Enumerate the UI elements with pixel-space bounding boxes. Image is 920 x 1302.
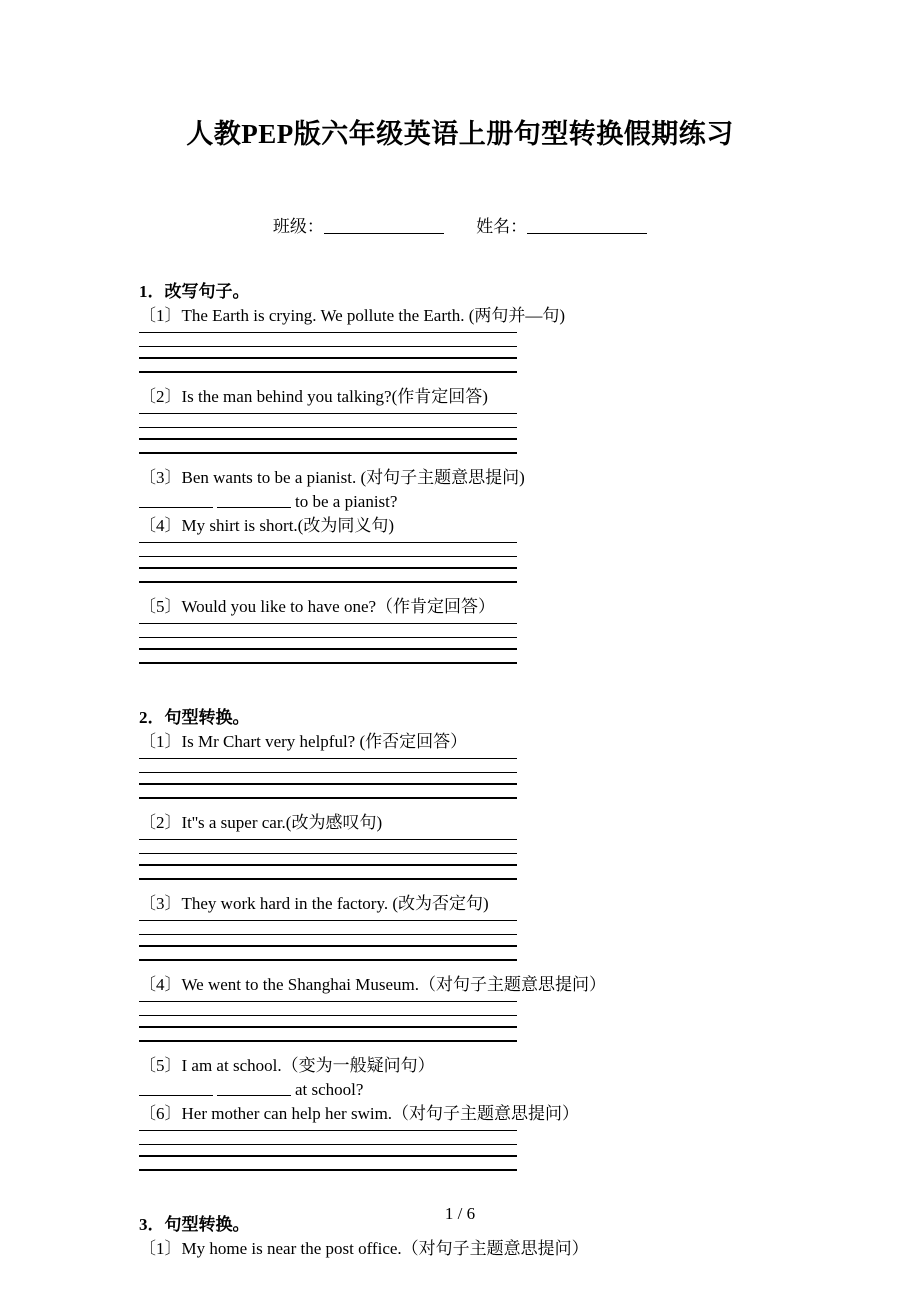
item-spacer [139, 880, 699, 892]
question-text: 〔4〕My shirt is short.(改为同义句) [139, 516, 394, 535]
question-text: 〔6〕Her mother can help her swim.（对句子主题意思提问） [139, 1104, 580, 1123]
question-text: 〔4〕We went to the Shanghai Museum.（对句子主题意思提问） [139, 975, 607, 994]
fill-blank[interactable] [217, 1079, 291, 1096]
answer-line[interactable] [139, 1144, 517, 1145]
fill-blank[interactable] [139, 491, 213, 508]
question-text: 〔2〕It''s a super car.(改为感叹句) [139, 813, 383, 832]
answer-line[interactable] [139, 772, 517, 773]
section-heading: 2．句型转换。 [139, 708, 250, 727]
student-info [0, 212, 920, 237]
answer-line[interactable] [139, 438, 517, 440]
item-spacer [139, 799, 699, 811]
question-text: 〔1〕The Earth is crying. We pollute the Earth. (两句并—句) [139, 306, 566, 325]
fill-blank[interactable] [217, 491, 291, 508]
answer-line[interactable] [139, 1155, 517, 1157]
answer-line[interactable] [139, 346, 517, 347]
name-label: 姓名： [476, 217, 528, 236]
item-spacer [139, 373, 699, 385]
page-number: 1 / 6 [444, 1204, 476, 1223]
item-spacer [139, 454, 699, 466]
item-spacer [139, 1171, 699, 1183]
question-text: 〔5〕Would you like to have one?（作肯定回答） [139, 597, 496, 616]
answer-line[interactable] [139, 853, 517, 854]
answer-line[interactable] [139, 758, 517, 759]
answer-line[interactable] [139, 427, 517, 428]
answer-line[interactable] [139, 332, 517, 333]
item-spacer [139, 1042, 699, 1054]
section-heading: 3．句型转换。 [139, 1215, 250, 1234]
answer-line[interactable] [139, 1015, 517, 1016]
item-spacer [139, 664, 699, 676]
item-spacer [139, 583, 699, 595]
question-text: 〔3〕They work hard in the factory. (改为否定句) [139, 894, 489, 913]
section-heading: 1．改写句子。 [139, 282, 250, 301]
answer-line[interactable] [139, 623, 517, 624]
answer-line[interactable] [139, 1026, 517, 1028]
fill-in-answer [139, 1078, 699, 1102]
class-label: 班级： [272, 217, 324, 236]
answer-line[interactable] [139, 357, 517, 359]
answer-line[interactable] [139, 934, 517, 935]
answer-line[interactable] [139, 637, 517, 638]
answer-line[interactable] [139, 864, 517, 866]
page-title: 人教PEP版六年级英语上册句型转换假期练习 [186, 119, 734, 149]
fill-text: at school? [295, 1080, 364, 1099]
answer-line[interactable] [139, 413, 517, 414]
item-spacer [139, 961, 699, 973]
question-text: 〔3〕Ben wants to be a pianist. (对句子主题意思提问) [139, 468, 525, 487]
class-blank[interactable] [324, 215, 444, 234]
name-blank[interactable] [527, 215, 647, 234]
answer-line[interactable] [139, 648, 517, 650]
question-text: 〔5〕I am at school.（变为一般疑问句） [139, 1056, 435, 1075]
fill-in-answer [139, 490, 699, 514]
answer-line[interactable] [139, 839, 517, 840]
question-text: 〔1〕Is Mr Chart very helpful? (作否定回答） [139, 732, 468, 751]
answer-line[interactable] [139, 542, 517, 543]
answer-line[interactable] [139, 945, 517, 947]
answer-line[interactable] [139, 567, 517, 569]
answer-line[interactable] [139, 783, 517, 785]
section-spacer [139, 676, 699, 706]
question-text: 〔2〕Is the man behind you talking?(作肯定回答) [139, 387, 488, 406]
answer-line[interactable] [139, 1130, 517, 1131]
fill-text: to be a pianist? [295, 492, 398, 511]
answer-line[interactable] [139, 920, 517, 921]
answer-line[interactable] [139, 556, 517, 557]
question-text: 〔1〕My home is near the post office.（对句子主题意思提问） [139, 1239, 589, 1258]
answer-line[interactable] [139, 1001, 517, 1002]
fill-blank[interactable] [139, 1079, 213, 1096]
exercise-content [139, 280, 699, 1261]
